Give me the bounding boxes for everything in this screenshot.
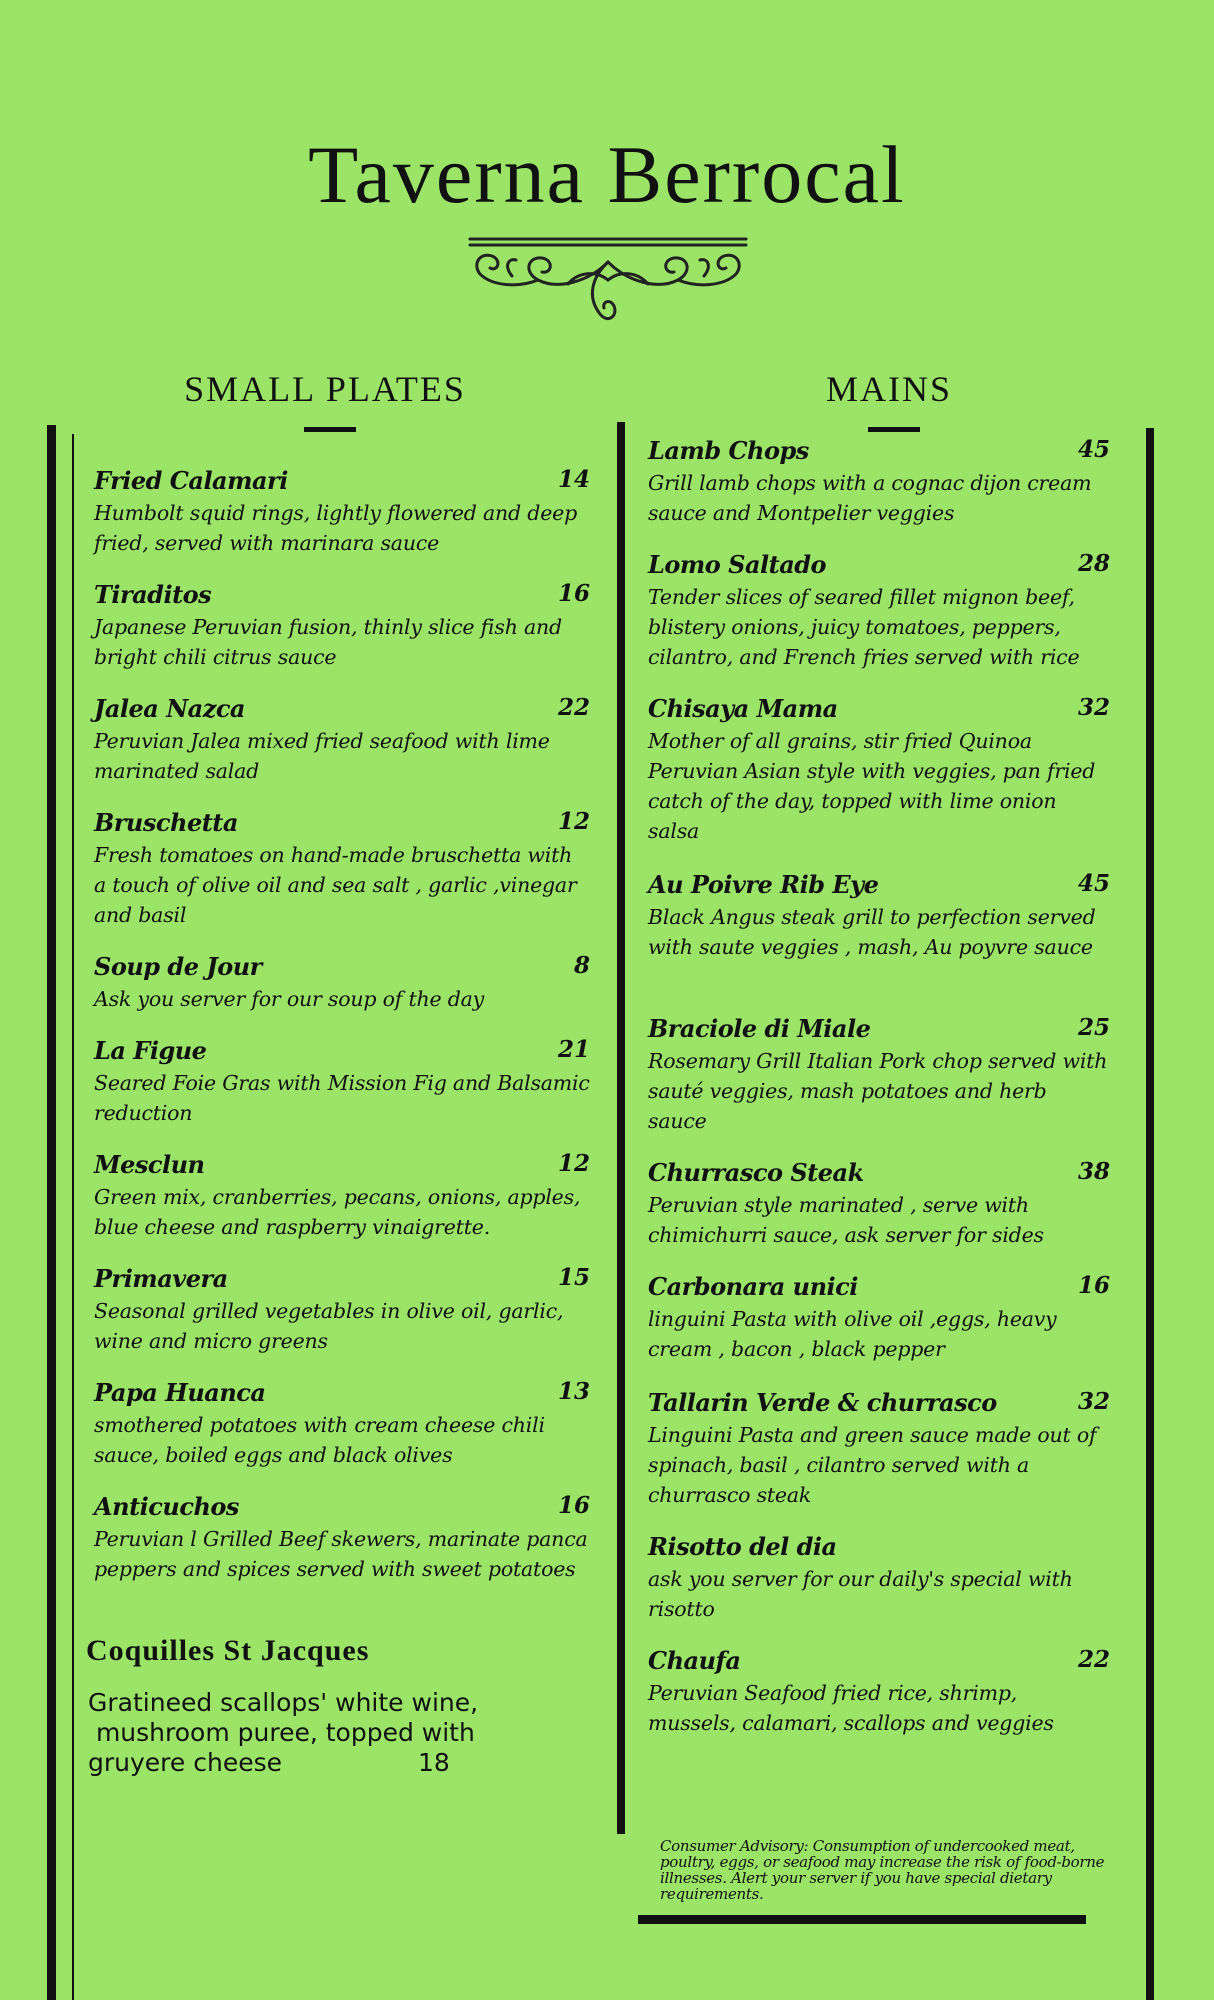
item-description: Japanese Peruvian fusion, thinly slice fish and bright chili citrus sauce — [94, 615, 562, 669]
menu-item — [94, 580, 590, 672]
item-description: Humbolt squid rings, lightly flowered and deep fried, served with marinara sauce — [94, 501, 578, 555]
item-price: 13 — [557, 1378, 590, 1405]
mains-heading: MAINS — [825, 369, 952, 409]
item-description: Peruvian Seafood fried rice, shrimp, mussels, calamari, scallops and veggies — [648, 1681, 1054, 1735]
item-description: Peruvian l Grilled Beef skewers, marinate panca peppers and spices served with sweet potatoes — [94, 1527, 588, 1581]
menu-item — [94, 1492, 590, 1584]
menu-item — [94, 808, 590, 930]
special-item-desc-line1: Gratineed scallops' white wine, — [88, 1688, 479, 1717]
item-name: Chaufa — [648, 1646, 741, 1675]
item-name: Churrasco Steak — [648, 1158, 864, 1187]
item-name: Fried Calamari — [94, 466, 288, 495]
item-name: Risotto del dia — [648, 1532, 837, 1561]
item-price: 14 — [557, 466, 590, 493]
item-name: Mesclun — [94, 1150, 205, 1179]
special-item-desc-line3: gruyere cheese — [88, 1748, 282, 1777]
item-price: 28 — [1077, 550, 1110, 577]
item-name: Anticuchos — [94, 1492, 239, 1521]
item-name: Tiraditos — [94, 580, 212, 609]
flourish-divider-icon — [468, 236, 748, 332]
item-name: Bruschetta — [94, 808, 238, 837]
item-name: Chisaya Mama — [648, 694, 838, 723]
item-description: Peruvian style marinated , serve with chimichurri sauce, ask server for sides — [648, 1193, 1044, 1247]
menu-item — [648, 550, 1110, 672]
item-description: Black Angus steak grill to perfection served with saute veggies , mash, Au poyvre sauce — [648, 905, 1096, 959]
item-price: 12 — [557, 808, 590, 835]
item-name: La Figue — [94, 1036, 207, 1065]
item-name: Lomo Saltado — [648, 550, 827, 579]
menu-item — [94, 466, 590, 558]
column-divider — [617, 422, 625, 1834]
item-description: Seared Foie Gras with Mission Fig and Balsamic reduction — [94, 1071, 590, 1125]
item-name: Papa Huanca — [94, 1378, 266, 1407]
menu-item — [648, 1532, 1110, 1624]
item-price: 16 — [557, 580, 590, 607]
item-price: 16 — [1077, 1272, 1110, 1299]
item-name: Tallarin Verde & churrasco — [648, 1388, 997, 1417]
item-price: 25 — [1077, 1014, 1110, 1041]
advisory-underline — [638, 1915, 1086, 1924]
item-description: Green mix, cranberries, pecans, onions, apples, blue cheese and raspberry vinaigrette. — [94, 1185, 581, 1239]
item-description: Fresh tomatoes on hand-made bruschetta with a touch of olive oil and sea salt , garlic ,vinegar and basil — [94, 843, 577, 927]
item-description: Mother of all grains, stir fried Quinoa Peruvian Asian style with veggies, pan fried catch of the day, topped with lime onion salsa — [648, 729, 1096, 843]
small-plates-heading: SMALL PLATES — [184, 369, 466, 409]
menu-item — [648, 1014, 1110, 1136]
item-price: 16 — [557, 1492, 590, 1519]
menu-item — [648, 1388, 1110, 1510]
item-price: 21 — [557, 1036, 590, 1063]
item-description: smothered potatoes with cream cheese chili sauce, boiled eggs and black olives — [94, 1413, 545, 1467]
menu-item — [648, 694, 1110, 846]
item-price: 38 — [1077, 1158, 1110, 1185]
item-name: Au Poivre Rib Eye — [648, 870, 879, 899]
item-price: 32 — [1077, 694, 1110, 721]
item-name: Jalea Nazca — [94, 694, 245, 723]
menu-item — [94, 1036, 590, 1128]
item-name: Soup de Jour — [94, 952, 262, 981]
item-description: linguini Pasta with olive oil ,eggs, heavy cream , bacon , black pepper — [648, 1307, 1057, 1361]
item-description: Rosemary Grill Italian Pork chop served with sauté veggies, mash potatoes and herb sauce — [648, 1049, 1108, 1133]
menu-item — [94, 1378, 590, 1470]
item-price: 32 — [1077, 1388, 1110, 1415]
item-name: Braciole di Miale — [648, 1014, 871, 1043]
item-price: 12 — [557, 1150, 590, 1177]
menu-item — [648, 870, 1110, 962]
item-price: 22 — [1077, 1646, 1110, 1673]
item-description: Ask you server for our soup of the day — [94, 987, 485, 1011]
menu-item — [94, 1150, 590, 1242]
left-border-thin — [72, 434, 74, 2000]
item-description: Grill lamb chops with a cognac dijon cream sauce and Montpelier veggies — [648, 471, 1092, 525]
item-description: ask you server for our daily's special with risotto — [648, 1567, 1073, 1621]
special-item-name: Coquilles St Jacques — [86, 1634, 370, 1667]
item-description: Peruvian Jalea mixed fried seafood with lime marinated salad — [94, 729, 550, 783]
menu-item — [648, 1158, 1110, 1250]
item-price: 15 — [557, 1264, 590, 1291]
consumer-advisory: Consumer Advisory: Consumption of undercooked meat, poultry, eggs, or seafood may increase the risk of food-borne illnesses. Alert your server if you have special dietary requirements. — [660, 1837, 1105, 1903]
menu-item — [94, 1264, 590, 1356]
item-name: Carbonara unici — [648, 1272, 858, 1301]
menu-item — [94, 694, 590, 786]
item-price: 45 — [1077, 436, 1110, 463]
menu-item — [648, 436, 1110, 528]
item-name: Primavera — [94, 1264, 228, 1293]
left-border-thick — [47, 425, 56, 2000]
mains-underline — [868, 427, 920, 432]
restaurant-title: Taverna Berrocal — [308, 129, 906, 220]
menu-item — [648, 1646, 1110, 1738]
item-description: Tender slices of seared fillet mignon beef, blistery onions, juicy tomatoes, peppers, cilantro, and French fries served with rice — [648, 585, 1080, 669]
item-price: 22 — [557, 694, 590, 721]
menu-item — [648, 1272, 1110, 1364]
right-border — [1146, 428, 1154, 2000]
item-description: Seasonal grilled vegetables in olive oil, garlic, wine and micro greens — [94, 1299, 564, 1353]
item-description: Linguini Pasta and green sauce made out of spinach, basil , cilantro served with a churrasco steak — [648, 1423, 1097, 1507]
special-item-desc-line2: mushroom puree, topped with — [88, 1718, 475, 1747]
item-price: 8 — [573, 952, 590, 979]
small-plates-underline — [304, 427, 356, 432]
item-name: Lamb Chops — [648, 436, 809, 465]
special-item-price: 18 — [418, 1748, 450, 1777]
item-price: 45 — [1077, 870, 1110, 897]
menu-item — [94, 952, 590, 1014]
